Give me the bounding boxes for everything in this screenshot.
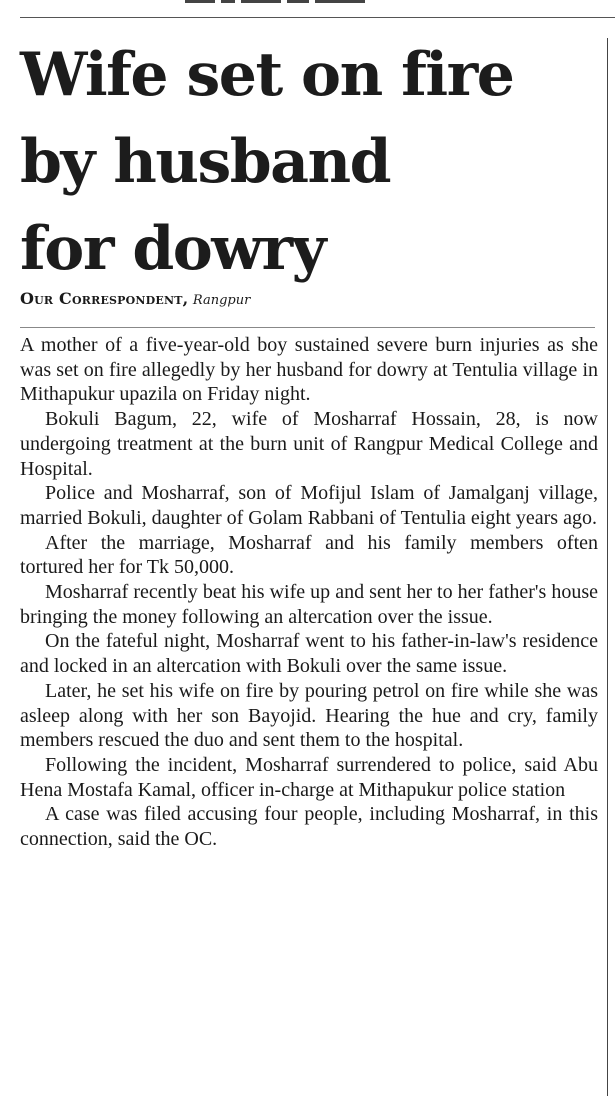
byline-location: Rangpur bbox=[192, 293, 251, 308]
headline-line-2: by husband bbox=[20, 127, 391, 197]
headline bbox=[20, 32, 600, 293]
paragraph-6: On the fateful night, Mosharraf went to his father-in-law's residence and locked in an altercation with Bokuli over the same issue. bbox=[20, 630, 598, 678]
byline-author: Our Correspondent, bbox=[20, 289, 189, 308]
byline-divider bbox=[20, 327, 595, 328]
paragraph-4: After the marriage, Mosharraf and his family members often tortured her for Tk 50,000. bbox=[20, 531, 598, 579]
headline-line-1: Wife set on fire bbox=[20, 40, 514, 110]
article-body bbox=[20, 333, 598, 852]
paragraph-2: Bokuli Bagum, 22, wife of Mosharraf Hossain, 28, is now undergoing treatment at the burn unit of Rangpur Medical College and Hospital. bbox=[20, 408, 598, 480]
paragraph-9: A case was filed accusing four people, including Mosharraf, in this connection, said the OC. bbox=[20, 803, 598, 851]
paragraph-5: Mosharraf recently beat his wife up and sent her to her father's house bringing the money following an altercation over the issue. bbox=[20, 581, 598, 628]
top-divider bbox=[20, 17, 615, 18]
previous-article-fragment bbox=[185, 0, 385, 4]
headline-line-3: for dowry bbox=[20, 214, 325, 284]
byline bbox=[20, 290, 595, 310]
paragraph-7: Later, he set his wife on fire by pouring petrol on fire while she was asleep along with her son Bayojid. Hearing the hue and cry, family members rescued the duo and sent them to the hospital. bbox=[20, 679, 598, 752]
paragraph-8: Following the incident, Mosharraf surrendered to police, said Abu Hena Mostafa Kamal, officer in-charge at Mithapukur police station bbox=[20, 753, 598, 801]
column-divider bbox=[607, 38, 608, 1096]
paragraph-3: Police and Mosharraf, son of Mofijul Islam of Jamalganj village, married Bokuli, daughter of Golam Rabbani of Tentulia eight years ago. bbox=[20, 482, 598, 529]
paragraph-1: A mother of a five-year-old boy sustained severe burn injuries as she was set on fire allegedly by her husband for dowry at Tentulia village in Mithapukur upazila on Friday night. bbox=[20, 334, 598, 406]
